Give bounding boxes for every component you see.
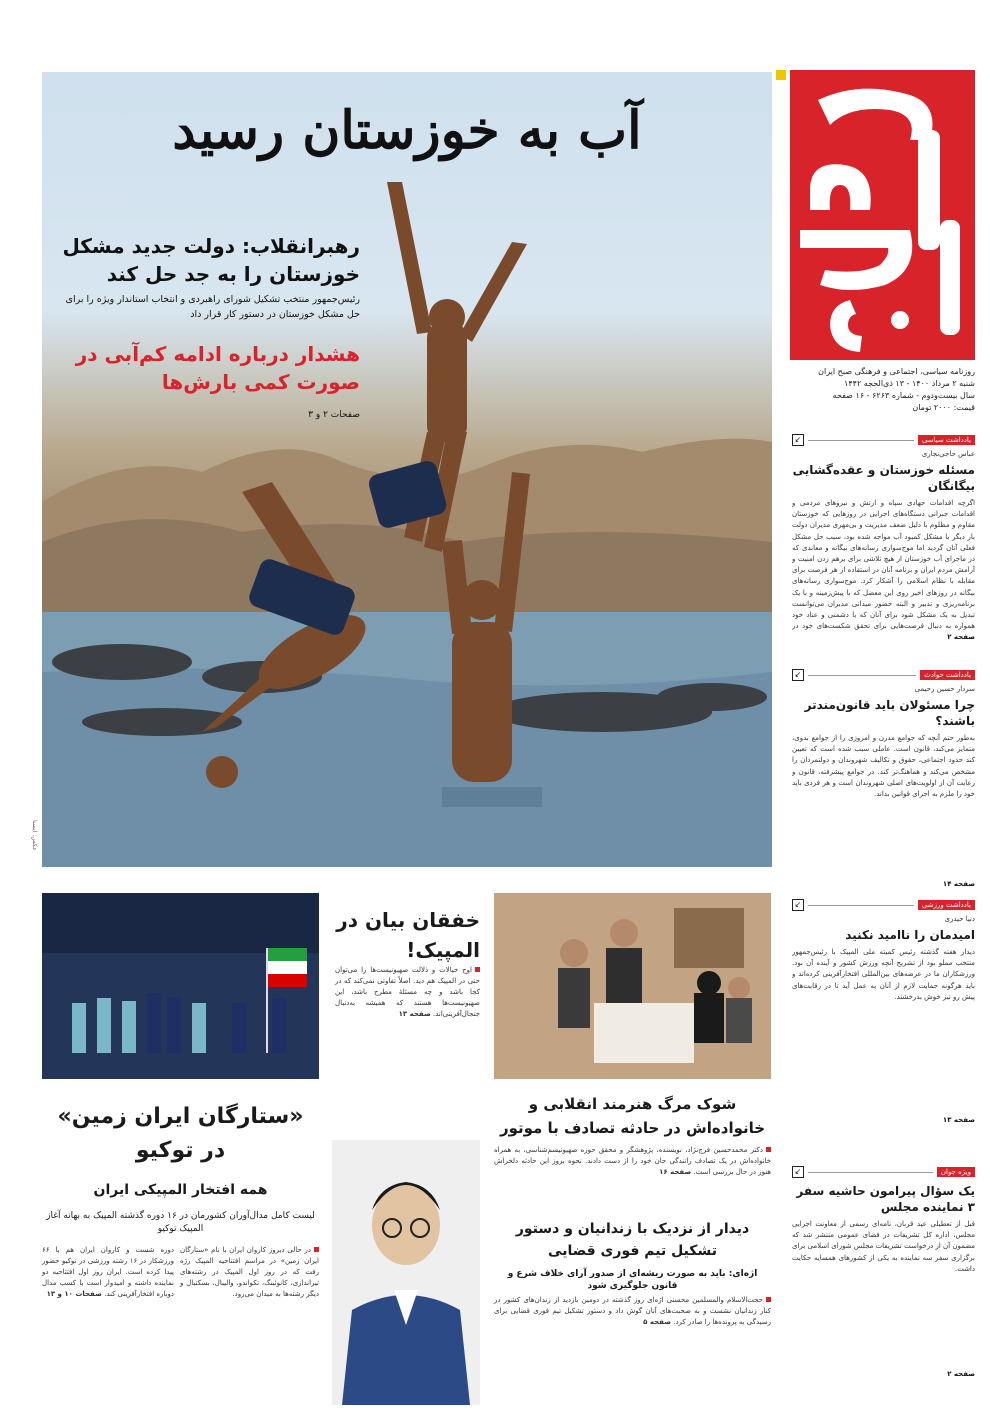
hero-photo [42,72,772,867]
bullet-icon [766,1297,771,1302]
page-ref: صفحات ۱۰ و ۱۳ [46,1290,102,1298]
divider [808,440,914,441]
column-body: اگرچه اقدامات جهادی سپاه و ارتش و نیروهای مردمی و اقدامات جبرانی دستگاه‌های اجرایی در روزهایی که خوزستان مقاوم و مظلوم با دلیل ضعف مدیریت و بی‌مهری مدیران دولت بار دیگر با مشکل کمبود آب مواجه شده بود، سبب حل مشکل فعلی آنان گردید اما موج‌سواری رسانه‌های بیگانه و معاندی که در ماجرای آب خوزستان از هیچ تلاشی برای برهم زدن امنیت و آرامش مردم ایران و برنامه آنان در استفاده از هر فرصت برای مقابله با نظام اسلامی را آشکار کرد. موج‌سواری رسانه‌های بیگانه در روزهای اخیر روی این معضل که با پیش‌زمینه و با یک برنامه‌ریزی و تدبیر و البته حضور میدانی مدیران می‌توانست تبدیل به یک مشکل شود برای آنان که با دشمنی و عناد خود همواره به دنبال فرصت‌هایی برای تحقق شکست‌های خود در [792,499,975,631]
arrow-icon: ↙ [792,1166,804,1178]
family-photo [494,893,771,1079]
body-text: دکتر محمدحسین فرج‌نژاد، نویسنده، پژوهشگر و محقق حوزه صهیونیسم‌شناسی، به همراه خانواده‌اش در یک تصادف رانندگی جان خود را از دست دادند. نحوه بروز این حادثه دلخراش هنوز در حال بررسی است. [494,1146,771,1176]
olympic-lead: لیست کامل مدال‌آوران کشورمان در ۱۶ دوره گذشته المپیک به بهانه آغاز المپیک توکیو [46,1211,315,1234]
lead-title-leader[interactable]: رهبرانقلاب: دولت جدید مشکل خوزستان را به جد حل کند [62,234,360,286]
olympic-body-right [180,1245,319,1300]
judiciary-body [494,1295,771,1328]
column-body: به‌طور حتم آنچه که جوامع مدرن و امروزی را از جوامع بدوی، متمایز می‌کند، قانون است. عاملی سبب شده است که تعیین کند حدود اجتماعی، حقوق و تکالیف شهروندان و دولتمردان را مشخص می‌کند و هماهنگ‌تر کند. در جوامع پیشرفته، قانون و رعایت آن از اولویت‌های اصلی شهروندان است و هر فردی باید خود را ملزم به اجرای قوانین بداند. [792,734,975,799]
death-headline[interactable]: شوک مرگ هنرمند انقلابی و خانواده‌اش در حادثه تصادف با موتور [499,1095,766,1137]
portrait-photo [332,1140,480,1405]
bullet-icon [314,1247,319,1252]
info-line: قیمت: ۲۰۰۰ تومان [912,403,975,412]
khafaqan-body [335,965,480,1020]
page-ref: صفحه ۲ [947,633,975,641]
judiciary-headline[interactable]: دیدار از نزدیک با زندانیان و دستور تشکیل تیم فوری قضایی [515,1221,750,1259]
body-text: دوره شست و کاروان ایران هم با ۶۶ ورزشکار در ۱۶ رشته ورزشی در توکیو حضور پیدا کرده است. ایران روز اول افتتاحیه دو نماینده داشته و امیدوار است با کسب مدال دوباره افتخارآفرینی کند. [42,1246,174,1298]
olympic-headline[interactable]: «ستارگان ایران زمین» در توکیو [57,1104,304,1163]
section-tag [792,433,975,447]
column-politics [792,433,975,643]
column-body: قبل از تعطیلی عید قربان، نامه‌ای رسمی از معاونت اجرایی مجلس، اداره کل تشریفات در فضای عمومی منتشر شد که مضمون آن از درخواست تشریفات مجلس شورای اسلامی برای برگزاری سفر سه نماینده به یکی از کشورهای همسایه حکایت داشت. [792,1220,975,1273]
column-title[interactable]: یک سؤال پیرامون حاشیه سفر ۳ نماینده مجلس [796,1184,975,1214]
column-incidents [792,668,975,890]
body-text: در حالی دیروز کاروان ایران با نام «ستارگان ایران زمین» در مراسم افتتاحیه المپیک رژه رفت که در روز اول المپیک در رشته‌های تیراندازی، کانوئینگ، تکواندو، والیبال، بسکتبال و دیگر رشته‌ها به میدان می‌رود. [180,1246,319,1298]
arrow-icon: ↙ [792,434,804,446]
death-body [494,1145,771,1178]
page-ref: صفحه ۱۶ [659,1168,692,1176]
page-ref: صفحات ۲ و ۳ [308,410,360,420]
masthead-logo [790,70,975,360]
section-tag [792,1165,975,1179]
lead-title-warning[interactable]: هشدار درباره ادامه کم‌آبی در صورت کمی بارش‌ها [75,342,360,394]
lead-body-leader: رئیس‌جمهور منتخب تشکیل شورای راهبردی و انتخاب استاندار ویژه را برای حل مشکل خوزستان در دستور کار قرار داد [65,294,360,320]
olympic-body-left [42,1245,174,1300]
bullet-icon [475,967,480,972]
page-ref: صفحه ۱۳ [398,1010,431,1018]
divider [808,905,914,906]
author: دنیا حیدری [944,915,975,923]
body-text: اوج خیالات و ذلالت صهیونیست‌ها را می‌توان حتی در المپیک هم دید. اصلاً تفاوتی نمی‌کند که در کجا باشد و چه مسئلهٔ مطرح باشد، این صهیونیست‌ها هستند که همیشه به‌دنبال جنجال‌آفرینی‌اند. [335,966,480,1018]
page-ref: صفحه ۲ [947,1370,975,1378]
photo-credit: عکس: ایسنا [31,820,38,851]
body-text: حجت‌الاسلام والمسلمین محسنی اژه‌ای روز گذشته در دومین بازدید از زندان‌های کشور در کنار زندانیان نشست و به صحبت‌های آنان گوش داد و دستور تشکیل تیم فوری قضایی برای رسیدگی به پرونده‌ها را صادر کرد. [494,1296,771,1326]
section-tag [792,898,975,912]
info-line: سال بیست‌ودوم - شماره ۶۲۶۳ - ۱۶ صفحه [832,391,975,400]
tag-label: یادداشت ورزشی [918,900,975,910]
page-ref: صفحه ۱۳ [942,1116,975,1124]
page-ref: صفحه ۵ [643,1318,671,1326]
info-line: شنبه ۲ مرداد ۱۴۰۰ - ۱۳ ذی‌الحجه ۱۴۴۲ [844,379,975,388]
bullet-icon [766,1147,771,1152]
arrow-icon: ↙ [792,669,804,681]
info-line: روزنامه سیاسی، اجتماعی و فرهنگی صبح ایران [818,367,975,376]
author: سردار حسین رحیمی [914,685,975,693]
olympic-subtitle: همه افتخار المپیکی ایران [93,1182,268,1198]
column-title[interactable]: چرا مسئولان باید قانون‌مندتر باشند؟ [804,698,975,728]
tag-label: ویژه جوان [937,1167,975,1177]
khafaqan-headline[interactable]: خفقان بیان در المپیک! [336,908,480,962]
tag-label: یادداشت سیاسی [918,435,975,445]
olympic-ceremony-photo [42,893,319,1079]
column-sports [792,898,975,1126]
column-title[interactable]: مسئله خوزستان و عقده‌گشایی بیگانگان [792,463,975,493]
page-ref: صفحه ۱۴ [942,880,975,888]
corner-mark [776,70,786,80]
publication-info [790,366,975,414]
judiciary-subtitle: اژه‌ای: باید به صورت ریشه‌ای از صدور آرای خلاف شرع و قانون جلوگیری شود [507,1269,758,1291]
column-title[interactable]: امیدمان را ناامید نکنید [845,928,975,942]
arrow-icon: ↙ [792,899,804,911]
author: عباس حاجی‌نجاری [921,450,975,458]
main-headline[interactable]: آب به خوزستان رسید [172,100,642,161]
divider [808,675,916,676]
column-body: دیدار هفته گذشته رئیس کمیته ملی المپیک با رئیس‌جمهور منتخب مملو بود از تشریح آنچه ورزش کشور و آینده آن بود. ورزشکاران ما در عرصه‌های بین‌المللی افتخارآفرینی کرده‌اند و باید هرگونه حمایت لازم از آنان به عمل آید تا در رقابت‌های پیش رو نیز خوش بدرخشند. [792,948,975,1001]
section-tag [792,668,975,682]
column-special [792,1165,975,1380]
divider [808,1172,933,1173]
tag-label: یادداشت حوادث [920,670,975,680]
